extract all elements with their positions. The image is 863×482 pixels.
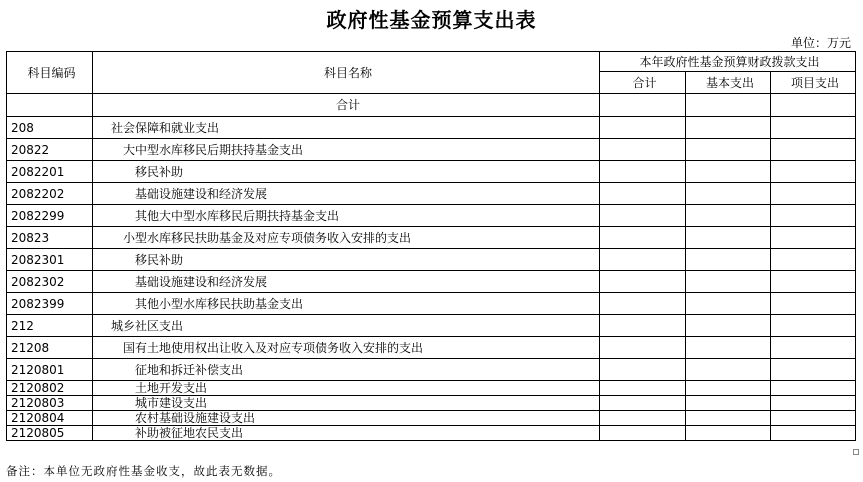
unit-label: 单位：万元 (790, 36, 851, 50)
row-name: 城市建设支出 (93, 396, 600, 411)
table-row (7, 337, 856, 359)
table-row (7, 161, 856, 183)
table-row (7, 315, 856, 337)
table-row (7, 183, 856, 205)
row-name: 移民补助 (93, 249, 600, 271)
table-row (7, 205, 856, 227)
row-total-cell (600, 337, 686, 359)
row-project-cell (771, 315, 856, 337)
row-project-cell (771, 337, 856, 359)
row-total-cell (600, 161, 686, 183)
row-basic-cell (686, 359, 771, 381)
row-code: 20823 (7, 227, 93, 249)
row-name: 国有土地使用权出让收入及对应专项债务收入安排的支出 (93, 337, 600, 359)
budget-table (6, 51, 856, 441)
row-project-cell (771, 227, 856, 249)
row-name: 移民补助 (93, 161, 600, 183)
row-name: 其他大中型水库移民后期扶持基金支出 (93, 205, 600, 227)
row-code: 2082299 (7, 205, 93, 227)
row-total-cell (600, 381, 686, 396)
row-project-cell (771, 161, 856, 183)
page-title: 政府性基金预算支出表 (326, 8, 537, 32)
row-code: 2120805 (7, 426, 93, 441)
row-total-cell (600, 426, 686, 441)
row-project-cell (771, 249, 856, 271)
row-total-cell (600, 205, 686, 227)
row-total-cell (600, 315, 686, 337)
header-basic: 基本支出 (686, 72, 771, 94)
row-total-cell (600, 117, 686, 139)
header-project: 项目支出 (771, 72, 856, 94)
table-row (7, 227, 856, 249)
row-name: 基础设施建设和经济发展 (93, 183, 600, 205)
row-total-cell (600, 227, 686, 249)
row-code: 20822 (7, 139, 93, 161)
row-total-cell (600, 249, 686, 271)
sum-total-cell (600, 94, 686, 117)
row-total-cell (600, 271, 686, 293)
row-total-cell (600, 293, 686, 315)
row-project-cell (771, 205, 856, 227)
row-code: 2120801 (7, 359, 93, 381)
row-basic-cell (686, 396, 771, 411)
row-project-cell (771, 183, 856, 205)
row-name: 土地开发支出 (93, 381, 600, 396)
table-row (7, 426, 856, 441)
header-code: 科目编码 (7, 52, 93, 94)
row-code: 2082301 (7, 249, 93, 271)
row-code: 21208 (7, 337, 93, 359)
sum-code-cell (7, 94, 93, 117)
row-code: 2082201 (7, 161, 93, 183)
row-name: 小型水库移民扶助基金及对应专项债务收入安排的支出 (93, 227, 600, 249)
table-row (7, 117, 856, 139)
row-basic-cell (686, 426, 771, 441)
row-basic-cell (686, 337, 771, 359)
row-basic-cell (686, 205, 771, 227)
row-basic-cell (686, 271, 771, 293)
sum-row (7, 94, 856, 117)
table-row (7, 411, 856, 426)
row-total-cell (600, 396, 686, 411)
row-code: 208 (7, 117, 93, 139)
header-total: 合计 (600, 72, 686, 94)
table-row (7, 249, 856, 271)
resize-handle (853, 449, 859, 455)
table-row (7, 359, 856, 381)
row-basic-cell (686, 381, 771, 396)
row-code: 2120802 (7, 381, 93, 396)
row-total-cell (600, 183, 686, 205)
header-group: 本年政府性基金预算财政拨款支出 (600, 52, 856, 72)
table-row (7, 271, 856, 293)
row-name: 农村基础设施建设支出 (93, 411, 600, 426)
row-project-cell (771, 411, 856, 426)
table-row (7, 139, 856, 161)
row-basic-cell (686, 139, 771, 161)
row-name: 征地和拆迁补偿支出 (93, 359, 600, 381)
sum-label: 合计 (93, 94, 600, 117)
row-name: 基础设施建设和经济发展 (93, 271, 600, 293)
row-name: 大中型水库移民后期扶持基金支出 (93, 139, 600, 161)
row-project-cell (771, 381, 856, 396)
row-project-cell (771, 117, 856, 139)
row-basic-cell (686, 117, 771, 139)
row-total-cell (600, 359, 686, 381)
table-body (7, 52, 856, 441)
row-basic-cell (686, 315, 771, 337)
row-total-cell (600, 411, 686, 426)
table-row (7, 381, 856, 396)
row-code: 2082399 (7, 293, 93, 315)
row-basic-cell (686, 411, 771, 426)
row-name: 其他小型水库移民扶助基金支出 (93, 293, 600, 315)
row-code: 2082302 (7, 271, 93, 293)
row-basic-cell (686, 293, 771, 315)
row-basic-cell (686, 183, 771, 205)
header-row-1 (7, 52, 856, 72)
row-project-cell (771, 426, 856, 441)
row-basic-cell (686, 227, 771, 249)
row-basic-cell (686, 249, 771, 271)
row-code: 2120803 (7, 396, 93, 411)
row-basic-cell (686, 161, 771, 183)
row-project-cell (771, 139, 856, 161)
sum-basic-cell (686, 94, 771, 117)
footnote: 备注：本单位无政府性基金收支，故此表无数据。 (6, 464, 281, 478)
row-name: 社会保障和就业支出 (93, 117, 600, 139)
row-project-cell (771, 293, 856, 315)
header-name: 科目名称 (93, 52, 600, 94)
row-project-cell (771, 359, 856, 381)
table-row (7, 293, 856, 315)
sum-project-cell (771, 94, 856, 117)
row-code: 212 (7, 315, 93, 337)
row-code: 2082202 (7, 183, 93, 205)
row-total-cell (600, 139, 686, 161)
row-name: 补助被征地农民支出 (93, 426, 600, 441)
table-row (7, 396, 856, 411)
row-project-cell (771, 396, 856, 411)
row-code: 2120804 (7, 411, 93, 426)
row-name: 城乡社区支出 (93, 315, 600, 337)
row-project-cell (771, 271, 856, 293)
